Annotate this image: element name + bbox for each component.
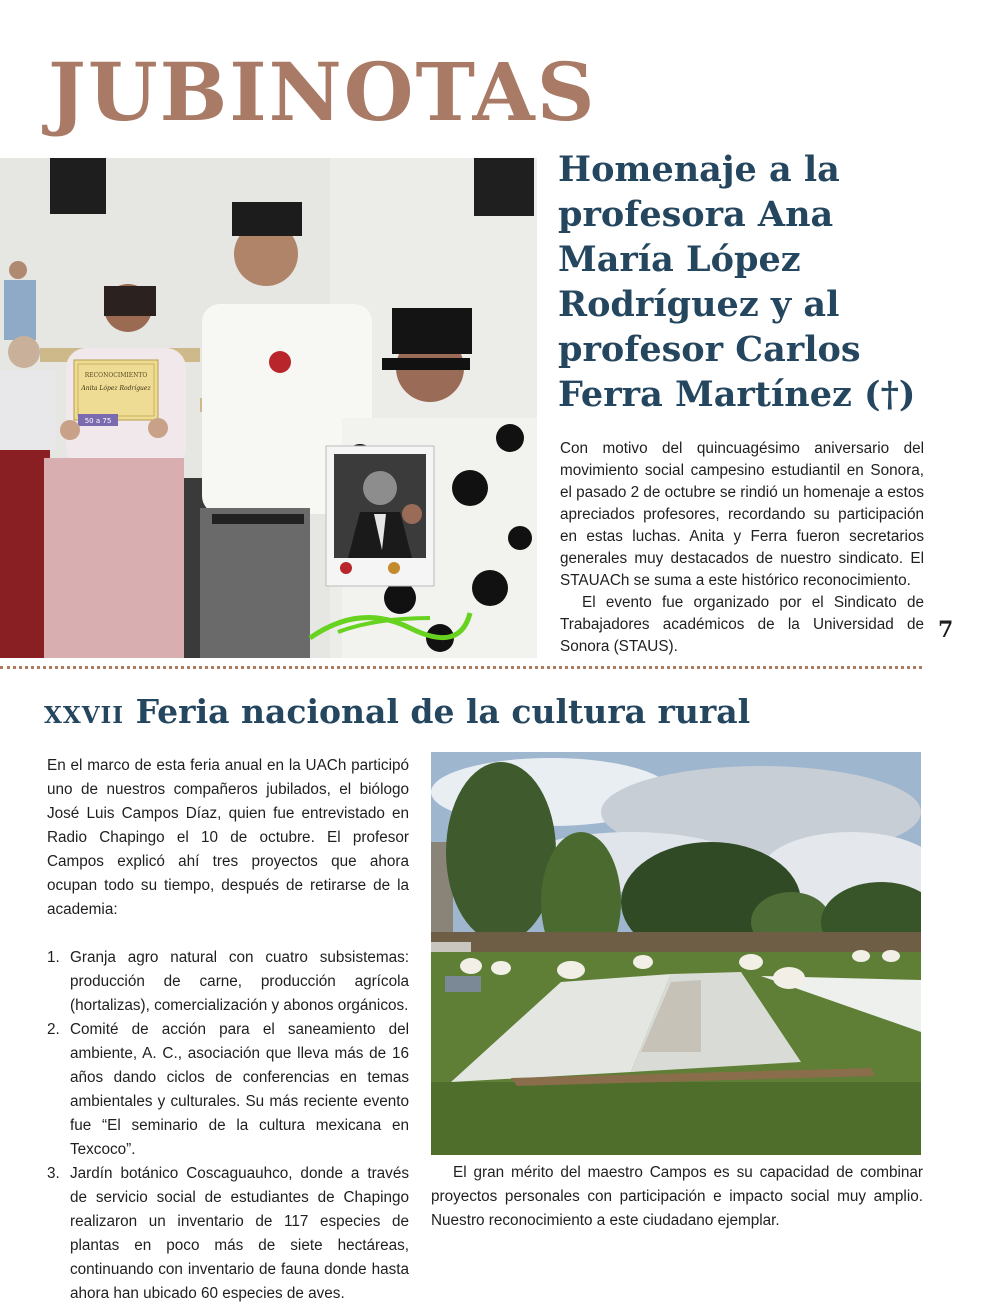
masthead: JUBINOTAS [48,45,597,139]
certificate-name: Anita López Rodríguez [81,385,151,392]
page-number: 7 [938,617,954,643]
list-item-text: Comité de acción para el saneamiento del ambiente, A. C., asociación que lleva más de 16 años dando ciclos de conferencias en temas ambientales y culturales. Su más reciente evento fue “El seminario de la cultura mexicana en Texcoco”. [70,1021,409,1158]
fair-closing-paragraph: El gran mérito del maestro Campos es su capacidad de combinar proyectos personales con participación e impacto social muy amplio. Nuestro reconocimiento a este ciudadano ejemplar. [431,1164,923,1229]
certificate-heading: RECONOCIMIENTO [84,372,148,379]
projects-list [47,946,409,1306]
article-paragraph-1: Con motivo del quincuagésimo aniversario del movimiento social campesino estudiantil en Sonora, el pasado 2 de octubre se rindió un homenaje a estos apreciados profesores, recordando su participación en estas luchas. Anita y Ferra fueron secretarios generales muy destacados de nuestro sindicato. El STAUACh se suma a este histórico reconocimiento. [560,440,924,589]
fair-article-body [47,754,409,1306]
fair-intro: En el marco de esta feria anual en la UACh participó uno de nuestros compañeros jubilados, el biólogo José Luis Campos Díaz, quien fue entrevistado en Radio Chapingo el 10 de octubre. El profesor Campos explicó ahí tres proyectos que ahora ocupan todo su tiempo, después de retirarse de la academia: [47,757,409,918]
list-item-text: Jardín botánico Coscaguauhco, donde a través de servicio social de estudiantes de Chapingo realizaron un inventario de 117 especies de plantas en poco más de siete hectáreas, continuando con inventario de fauna donde hasta ahora han ubicado 60 especies de aves. [70,1165,409,1302]
section-title [44,690,750,734]
list-item-number: 1. [47,949,60,966]
article-body [560,438,924,658]
farm-photo [431,752,921,1155]
list-item [47,1018,409,1162]
section-divider [0,666,922,669]
section-title-numeral: xxvii [44,692,125,731]
section-title-text: Feria nacional de la cultura rural [135,692,751,731]
article-paragraph-2: El evento fue organizado por el Sindicato de Trabajadores académicos de la Universidad de Sonora (STAUS). [560,594,924,655]
list-item [47,946,409,1018]
certificate-badge: 50 a 75 [84,417,112,425]
list-item-number: 3. [47,1165,60,1182]
homage-photo [0,158,537,658]
article-headline: Homenaje a la profesora Ana María López Rodríguez y al profesor Carlos Ferra Martínez (†) [558,149,916,415]
list-item-number: 2. [47,1021,60,1038]
list-item [47,1162,409,1306]
list-item-text: Granja agro natural con cuatro subsistemas: producción de carne, producción agrícola (hortalizas), comercialización y abonos orgánicos. [70,949,409,1014]
